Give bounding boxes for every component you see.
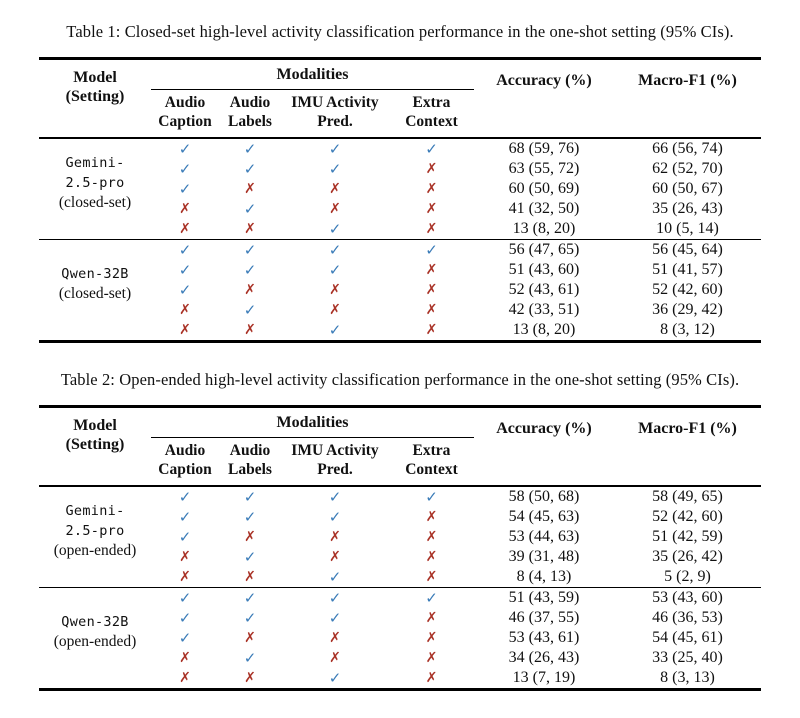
modality-mark-cell [219, 507, 281, 527]
cross-icon: ✗ [425, 322, 438, 338]
accuracy-value: 60 (50, 69) [508, 180, 580, 197]
model-group-0 [39, 138, 761, 240]
header-modality-2 [281, 90, 389, 139]
check-icon: ✓ [243, 140, 257, 158]
modality-mark-cell [389, 648, 474, 668]
accuracy-value: 63 (55, 72) [508, 160, 580, 177]
check-icon: ✓ [178, 140, 192, 158]
macro-f1-value: 58 (49, 65) [652, 488, 723, 505]
modality-mark-cell [151, 588, 219, 609]
cross-icon: ✗ [244, 670, 256, 686]
cross-icon: ✗ [179, 221, 191, 237]
accuracy-value: 41 (32, 50) [508, 200, 580, 217]
macro-f1-value: 8 (3, 13) [660, 669, 715, 686]
modality-mark-cell [219, 527, 281, 547]
check-icon: ✓ [178, 160, 192, 178]
modality-mark-cell [151, 547, 219, 567]
macro-f1-value: 35 (26, 42) [652, 548, 723, 565]
modality-mark-cell [389, 486, 474, 507]
modality-mark-cell [219, 159, 281, 179]
cross-icon: ✗ [329, 201, 341, 217]
macro-f1-value: 62 (52, 70) [652, 160, 723, 177]
modality-label-line1: Audio [164, 94, 206, 111]
header-row-groups [39, 59, 761, 90]
model-name: 2.5-pro [65, 175, 125, 191]
check-icon: ✓ [328, 261, 342, 279]
modality-mark-cell [219, 547, 281, 567]
table-header [39, 407, 761, 487]
model-cell [39, 588, 151, 690]
modality-mark-cell [219, 240, 281, 261]
model-cell [39, 486, 151, 588]
modality-mark-cell [219, 648, 281, 668]
cross-icon: ✗ [329, 282, 341, 298]
modality-label-line2: Pred. [317, 113, 353, 130]
check-icon: ✓ [425, 589, 438, 607]
accuracy-value: 39 (31, 48) [508, 548, 580, 565]
modality-mark-cell [151, 280, 219, 300]
cross-icon: ✗ [244, 322, 256, 338]
modality-label-line1: Audio [229, 94, 271, 111]
accuracy-value: 13 (8, 20) [512, 321, 576, 338]
model-name: Gemini- [65, 155, 125, 171]
accuracy-value: 51 (43, 60) [508, 261, 580, 278]
model-setting: (closed-set) [58, 285, 132, 302]
modality-mark-cell [389, 179, 474, 199]
model-name: 2.5-pro [65, 523, 125, 539]
table-block-2 [0, 369, 800, 691]
modality-mark-cell [281, 280, 389, 300]
modality-mark-cell [151, 628, 219, 648]
model-name: Qwen-32B [61, 266, 129, 282]
modality-mark-cell [151, 199, 219, 219]
modality-mark-cell [151, 159, 219, 179]
modality-mark-cell [389, 628, 474, 648]
cross-icon: ✗ [244, 282, 256, 298]
table-row [39, 138, 761, 159]
modality-mark-cell [389, 240, 474, 261]
modality-mark-cell [281, 179, 389, 199]
modality-mark-cell [281, 567, 389, 588]
table-caption: Table 1: Closed-set high-level activity classification performance in the one-shot setting (95% CIs). [66, 22, 734, 41]
check-icon: ✓ [425, 488, 438, 506]
accuracy-value: 56 (47, 65) [474, 240, 614, 261]
check-icon: ✓ [243, 609, 257, 627]
cross-icon: ✗ [425, 302, 438, 318]
modality-mark-cell [281, 219, 389, 240]
model-setting: (open-ended) [53, 542, 137, 559]
macro-f1-value: 53 (43, 60) [614, 588, 761, 609]
macro-f1-value: 5 (2, 9) [664, 568, 711, 585]
check-icon: ✓ [328, 160, 342, 178]
macro-f1-value: 36 (29, 42) [652, 301, 723, 318]
header-macro-f1: Macro-F1 (%) [614, 407, 761, 487]
check-icon: ✓ [243, 261, 257, 279]
check-icon: ✓ [178, 281, 192, 299]
header-modality-0 [151, 90, 219, 139]
cross-icon: ✗ [179, 569, 191, 585]
cross-icon: ✗ [179, 302, 191, 318]
check-icon: ✓ [243, 241, 257, 259]
check-icon: ✓ [243, 301, 257, 319]
modality-mark-cell [151, 668, 219, 690]
modality-mark-cell [219, 320, 281, 342]
check-icon: ✓ [178, 589, 192, 607]
cross-icon: ✗ [425, 549, 438, 565]
modality-label-line2: Labels [228, 461, 272, 478]
header-model-setting [39, 59, 151, 139]
cross-icon: ✗ [244, 630, 256, 646]
check-icon: ✓ [243, 548, 257, 566]
check-icon: ✓ [243, 200, 257, 218]
header-model-line1: Model [73, 69, 117, 86]
modality-mark-cell [219, 588, 281, 609]
macro-f1-value: 51 (41, 57) [652, 261, 723, 278]
check-icon: ✓ [243, 649, 257, 667]
header-modalities-label: Modalities [276, 413, 349, 431]
model-setting: (closed-set) [58, 194, 132, 211]
modality-mark-cell [219, 219, 281, 240]
cross-icon: ✗ [425, 670, 438, 686]
cross-icon: ✗ [425, 221, 438, 237]
modality-mark-cell [151, 179, 219, 199]
modality-mark-cell [151, 527, 219, 547]
modality-mark-cell [219, 567, 281, 588]
modality-mark-cell [389, 547, 474, 567]
header-modalities-label: Modalities [276, 65, 349, 83]
cross-icon: ✗ [179, 670, 191, 686]
modality-mark-cell [219, 300, 281, 320]
modality-mark-cell [281, 159, 389, 179]
results-table [39, 57, 761, 343]
check-icon: ✓ [328, 488, 342, 506]
table-row [39, 486, 761, 507]
modality-mark-cell [151, 320, 219, 342]
cross-icon: ✗ [179, 201, 191, 217]
check-icon: ✓ [328, 321, 342, 339]
modality-mark-cell [281, 138, 389, 159]
cross-icon: ✗ [244, 569, 256, 585]
modality-mark-cell [281, 547, 389, 567]
header-modality-1 [219, 90, 281, 139]
modality-mark-cell [281, 260, 389, 280]
model-setting: (open-ended) [53, 633, 137, 650]
table-row [39, 240, 761, 261]
accuracy-value: 46 (37, 55) [508, 609, 580, 626]
header-modality-0 [151, 438, 219, 487]
macro-f1-value: 33 (25, 40) [652, 649, 723, 666]
modality-mark-cell [389, 159, 474, 179]
header-model-setting [39, 407, 151, 487]
modality-mark-cell [389, 527, 474, 547]
macro-f1-value: 52 (42, 60) [652, 508, 723, 525]
header-modalities-group [151, 407, 474, 438]
cross-icon: ✗ [425, 161, 438, 177]
cross-icon: ✗ [425, 181, 438, 197]
modality-mark-cell [389, 668, 474, 690]
check-icon: ✓ [178, 488, 192, 506]
tables-root [0, 21, 800, 691]
modality-label-line1: Audio [229, 442, 271, 459]
cross-icon: ✗ [425, 569, 438, 585]
cross-icon: ✗ [425, 509, 438, 525]
modality-mark-cell [151, 219, 219, 240]
check-icon: ✓ [178, 241, 192, 259]
modality-mark-cell [281, 648, 389, 668]
accuracy-value: 68 (59, 76) [508, 140, 580, 157]
modality-label-line2: Context [405, 113, 458, 130]
modality-mark-cell [281, 199, 389, 219]
modality-mark-cell [281, 588, 389, 609]
modality-mark-cell [389, 320, 474, 342]
cross-icon: ✗ [179, 322, 191, 338]
modality-mark-cell [281, 320, 389, 342]
modality-mark-cell [219, 486, 281, 507]
modality-mark-cell [151, 240, 219, 261]
accuracy-value: 51 (43, 59) [474, 588, 614, 609]
macro-f1-value: 52 (42, 60) [652, 281, 723, 298]
cross-icon: ✗ [329, 302, 341, 318]
header-modality-3 [389, 90, 474, 139]
modality-mark-cell [151, 486, 219, 507]
table-header [39, 59, 761, 139]
model-cell [39, 138, 151, 240]
modality-mark-cell [281, 668, 389, 690]
modality-label-line1: Extra [412, 442, 451, 459]
modality-mark-cell [389, 219, 474, 240]
macro-f1-value: 66 (56, 74) [652, 140, 723, 157]
modality-mark-cell [151, 260, 219, 280]
cross-icon: ✗ [425, 201, 438, 217]
modality-mark-cell [151, 138, 219, 159]
cross-icon: ✗ [425, 282, 438, 298]
modality-label-line1: Extra [412, 94, 451, 111]
macro-f1-value: 60 (50, 67) [652, 180, 723, 197]
modality-mark-cell [389, 260, 474, 280]
modality-mark-cell [219, 280, 281, 300]
modality-mark-cell [219, 199, 281, 219]
modality-mark-cell [389, 199, 474, 219]
modality-label-line2: Pred. [317, 461, 353, 478]
model-group-1 [39, 588, 761, 690]
check-icon: ✓ [178, 629, 192, 647]
modality-mark-cell [219, 668, 281, 690]
modality-label-line1: Audio [164, 442, 206, 459]
modality-mark-cell [151, 648, 219, 668]
check-icon: ✓ [328, 508, 342, 526]
check-icon: ✓ [425, 241, 438, 259]
modality-mark-cell [389, 507, 474, 527]
macro-f1-value: 35 (26, 43) [652, 200, 723, 217]
cross-icon: ✗ [179, 650, 191, 666]
cross-icon: ✗ [244, 181, 256, 197]
check-icon: ✓ [243, 508, 257, 526]
macro-f1-value: 8 (3, 12) [660, 321, 715, 338]
header-row-groups [39, 407, 761, 438]
accuracy-value: 52 (43, 61) [508, 281, 580, 298]
model-group-1 [39, 240, 761, 342]
header-modality-2 [281, 438, 389, 487]
table-row [39, 588, 761, 609]
modality-mark-cell [281, 486, 389, 507]
modality-mark-cell [389, 300, 474, 320]
check-icon: ✓ [243, 160, 257, 178]
cross-icon: ✗ [244, 221, 256, 237]
modality-mark-cell [151, 608, 219, 628]
accuracy-value: 54 (45, 63) [508, 508, 580, 525]
modality-label-line1: IMU Activity [291, 94, 379, 111]
modality-mark-cell [151, 507, 219, 527]
check-icon: ✓ [178, 261, 192, 279]
check-icon: ✓ [425, 140, 438, 158]
modality-mark-cell [281, 527, 389, 547]
check-icon: ✓ [328, 609, 342, 627]
header-accuracy: Accuracy (%) [474, 59, 614, 139]
macro-f1-value: 51 (42, 59) [652, 528, 723, 545]
check-icon: ✓ [178, 528, 192, 546]
modality-label-line2: Caption [158, 461, 212, 478]
cross-icon: ✗ [244, 529, 256, 545]
header-accuracy: Accuracy (%) [474, 407, 614, 487]
model-name: Gemini- [65, 503, 125, 519]
modality-mark-cell [281, 507, 389, 527]
check-icon: ✓ [243, 589, 257, 607]
check-icon: ✓ [178, 609, 192, 627]
accuracy-value: 13 (7, 19) [512, 669, 576, 686]
accuracy-value: 13 (8, 20) [512, 220, 576, 237]
modality-mark-cell [389, 138, 474, 159]
header-modalities-group [151, 59, 474, 90]
macro-f1-value: 56 (45, 64) [614, 240, 761, 261]
cross-icon: ✗ [329, 529, 341, 545]
header-model-line1: Model [73, 417, 117, 434]
modality-mark-cell [389, 588, 474, 609]
modality-mark-cell [219, 179, 281, 199]
modality-mark-cell [389, 567, 474, 588]
modality-mark-cell [281, 300, 389, 320]
cross-icon: ✗ [329, 630, 341, 646]
modality-label-line2: Context [405, 461, 458, 478]
modality-mark-cell [281, 608, 389, 628]
modality-mark-cell [219, 608, 281, 628]
accuracy-value: 53 (43, 61) [508, 629, 580, 646]
cross-icon: ✗ [425, 262, 438, 278]
results-table [39, 405, 761, 691]
check-icon: ✓ [178, 508, 192, 526]
cross-icon: ✗ [179, 549, 191, 565]
table-block-1 [0, 21, 800, 343]
accuracy-value: 8 (4, 13) [516, 568, 572, 585]
modality-mark-cell [389, 280, 474, 300]
macro-f1-value: 54 (45, 61) [652, 629, 723, 646]
header-model-line2: (Setting) [65, 436, 125, 453]
modality-mark-cell [281, 628, 389, 648]
check-icon: ✓ [328, 568, 342, 586]
check-icon: ✓ [328, 220, 342, 238]
cross-icon: ✗ [425, 630, 438, 646]
modality-mark-cell [389, 608, 474, 628]
header-modality-1 [219, 438, 281, 487]
check-icon: ✓ [178, 180, 192, 198]
modality-mark-cell [219, 138, 281, 159]
modality-mark-cell [281, 240, 389, 261]
accuracy-value: 58 (50, 68) [508, 488, 580, 505]
header-macro-f1: Macro-F1 (%) [614, 59, 761, 139]
modality-label-line1: IMU Activity [291, 442, 379, 459]
modality-mark-cell [151, 300, 219, 320]
header-model-line2: (Setting) [65, 88, 125, 105]
accuracy-value: 53 (44, 63) [508, 528, 580, 545]
check-icon: ✓ [328, 589, 342, 607]
accuracy-value: 42 (33, 51) [508, 301, 580, 318]
check-icon: ✓ [243, 488, 257, 506]
modality-mark-cell [151, 567, 219, 588]
check-icon: ✓ [328, 669, 342, 687]
cross-icon: ✗ [329, 549, 341, 565]
macro-f1-value: 10 (5, 14) [656, 220, 719, 237]
cross-icon: ✗ [329, 650, 341, 666]
cross-icon: ✗ [329, 181, 341, 197]
model-cell [39, 240, 151, 342]
modality-mark-cell [219, 260, 281, 280]
modality-label-line2: Labels [228, 113, 272, 130]
check-icon: ✓ [328, 140, 342, 158]
accuracy-value: 34 (26, 43) [508, 649, 580, 666]
model-group-0 [39, 486, 761, 588]
cross-icon: ✗ [425, 650, 438, 666]
modality-label-line2: Caption [158, 113, 212, 130]
header-modality-3 [389, 438, 474, 487]
table-caption: Table 2: Open-ended high-level activity classification performance in the one-shot setting (95% CIs). [60, 370, 740, 389]
model-name: Qwen-32B [61, 614, 129, 630]
macro-f1-value: 46 (36, 53) [652, 609, 723, 626]
cross-icon: ✗ [425, 610, 438, 626]
check-icon: ✓ [328, 241, 342, 259]
cross-icon: ✗ [425, 529, 438, 545]
modality-mark-cell [219, 628, 281, 648]
